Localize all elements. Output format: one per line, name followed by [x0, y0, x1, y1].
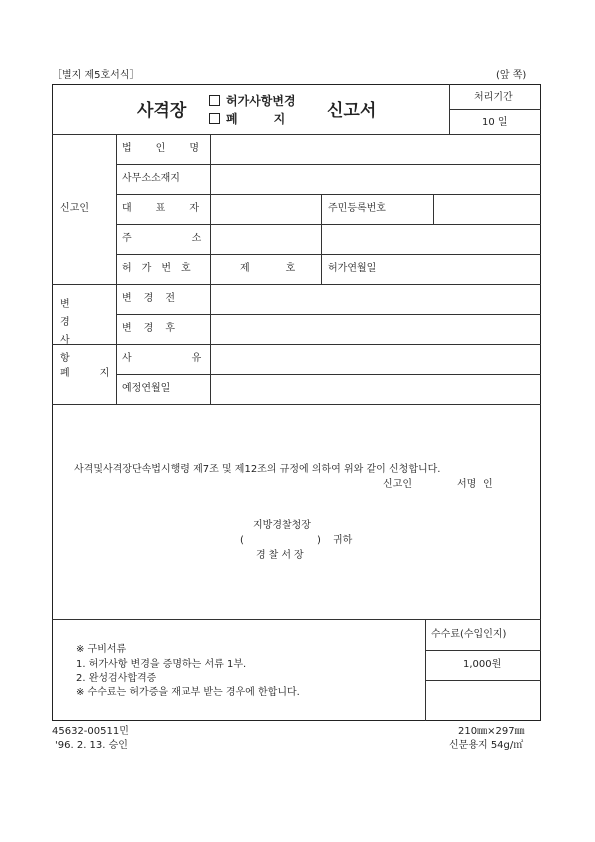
label-corp-name: 법인명 [122, 143, 223, 154]
agency-provincial: 지방경찰청장 [253, 520, 311, 531]
divider [52, 344, 541, 345]
divider [52, 619, 541, 620]
label-office: 사무소소재지 [122, 173, 180, 184]
paren-open: ( [240, 535, 244, 546]
checkbox-icon[interactable] [209, 95, 220, 106]
declaration-sign: 서명 [457, 479, 477, 490]
divider [52, 404, 541, 405]
divider [116, 134, 117, 404]
divider [116, 224, 541, 225]
docs-item-1: 1. 허가사항 변경을 증명하는 서류 1부. [76, 659, 247, 670]
divider [425, 650, 541, 651]
declaration-statement: 사격및사격장단속법시행령 제7조 및 제12조의 규정에 의하여 위와 같이 신청합니다. [74, 464, 441, 475]
label-resident-no: 주민등록번호 [328, 203, 386, 214]
section-abolish: 폐지 [60, 368, 140, 379]
label-address: 주소 [122, 233, 262, 244]
form-title-left: 사격장 [137, 101, 187, 121]
divider [52, 284, 541, 285]
option-change-label: 허가사항변경 [226, 94, 296, 108]
declaration-seal: 인 [483, 479, 493, 490]
agency-station: 경찰서장 [256, 550, 307, 561]
divider [425, 680, 541, 681]
label-reason: 사유 [122, 353, 262, 364]
divider [116, 374, 541, 375]
divider [116, 314, 541, 315]
footer-size: 210㎜×297㎜ [458, 726, 525, 737]
docs-item-2: 2. 완성검사합격증 [76, 673, 157, 684]
option-change[interactable] [209, 94, 296, 108]
docs-note: ※ 수수료는 허가증을 재교부 받는 경우에 한합니다. [76, 687, 300, 698]
section-change [60, 296, 110, 368]
page-side: (앞 쪽) [496, 70, 527, 81]
fee-label: 수수료(수입인지) [431, 629, 507, 640]
footer-approval: '96. 2. 13. 승인 [55, 740, 128, 751]
footer-code: 45632-00511민 [52, 726, 129, 737]
label-after: 변경후 [122, 323, 187, 334]
section-reporter: 신고인 [60, 203, 89, 214]
fee-value: 1,000원 [463, 659, 502, 670]
label-planned-date: 예정연월일 [122, 383, 171, 394]
option-abolish-label: 폐지 [226, 112, 322, 126]
form-title-right: 신고서 [327, 101, 377, 121]
section-change-label: 변경사항 [60, 299, 100, 364]
label-permit-date: 허가연월일 [328, 263, 377, 274]
label-permit-suffix: 제호 [240, 263, 332, 274]
divider [116, 254, 541, 255]
divider [52, 134, 541, 135]
label-representative: 대표자 [122, 203, 223, 214]
processing-value: 10 일 [482, 117, 508, 128]
docs-title: ※ 구비서류 [76, 644, 127, 655]
divider [116, 164, 541, 165]
divider [425, 619, 426, 721]
footer-paper: 신문용지 54g/㎡ [449, 740, 524, 751]
option-abolish[interactable] [209, 112, 322, 126]
checkbox-icon[interactable] [209, 113, 220, 124]
processing-label: 처리기간 [474, 92, 513, 103]
divider [116, 194, 541, 195]
label-permit-no: 허가번호 [122, 263, 201, 274]
paren-close: ) [317, 535, 321, 546]
declaration-reporter: 신고인 [383, 479, 412, 490]
divider [433, 194, 434, 224]
divider [449, 109, 541, 110]
addressee-suffix: 귀하 [333, 535, 353, 546]
label-before: 변경전 [122, 293, 187, 304]
form-number: ［별지 제5호서식］ [52, 70, 140, 81]
